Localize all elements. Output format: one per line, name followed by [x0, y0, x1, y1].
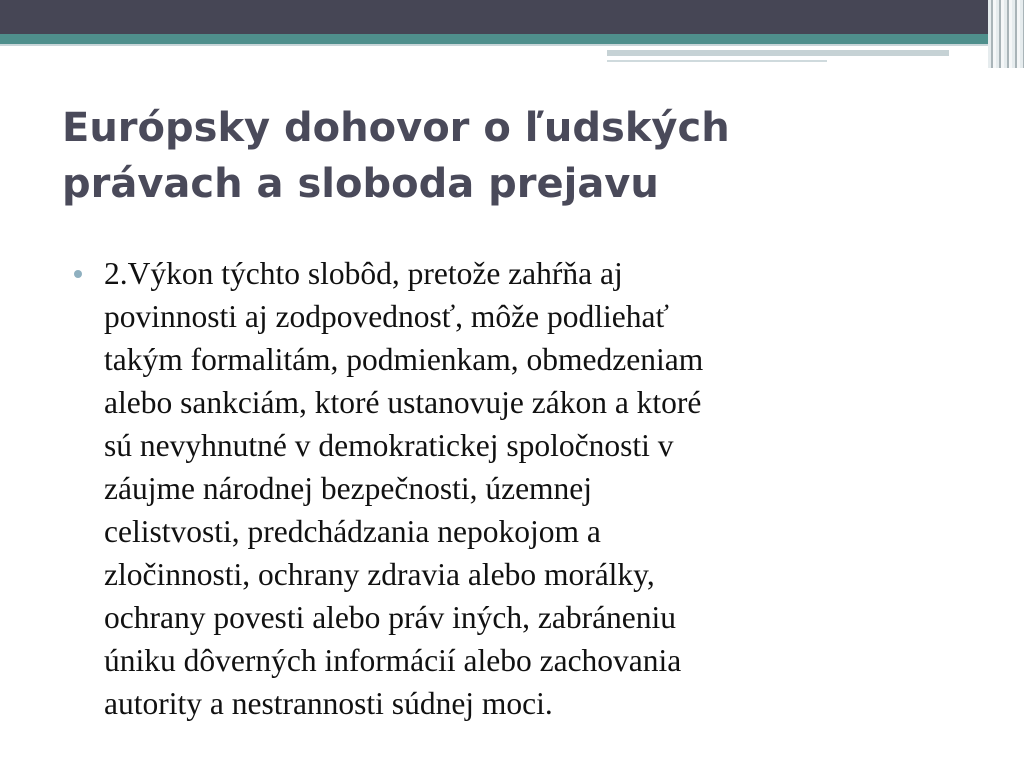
bullet-text-line: záujme národnej bezpečnosti, územnej: [104, 471, 593, 506]
slide-body: [72, 252, 962, 725]
header-accent-bar: [607, 50, 949, 56]
slide-title-line: Európsky dohovor o ľudských: [62, 105, 730, 151]
bullet-text-line: ochrany povesti alebo práv iných, zabráneniu: [104, 600, 677, 635]
bullet-item: [72, 252, 962, 725]
bullet-text-line: autority a nestrannosti súdnej moci.: [104, 686, 553, 721]
header-accent-line: [607, 60, 827, 62]
bullet-text-line: 2.Výkon týchto slobôd, pretože zahŕňa aj: [104, 256, 623, 291]
header-divider-line: [0, 44, 1024, 46]
bullet-dot-icon: [74, 270, 82, 278]
header-teal-bar: [0, 34, 1024, 44]
bullet-text-line: povinnosti aj zodpovednosť, môže podliehať: [104, 299, 669, 334]
bullet-text-line: takým formalitám, podmienkam, obmedzeniam: [104, 342, 704, 377]
header-stripes-decoration: [988, 0, 1024, 68]
bullet-text-line: sú nevyhnutné v demokratickej spoločnosti v: [104, 428, 674, 463]
bullet-text-line: celistvosti, predchádzania nepokojom a: [104, 514, 601, 549]
bullet-text-line: zločinnosti, ochrany zdravia alebo morálky,: [104, 557, 655, 592]
slide-title: [62, 100, 962, 212]
slide-title-line: právach a sloboda prejavu: [62, 161, 659, 207]
bullet-text-line: úniku dôverných informácií alebo zachovania: [104, 643, 682, 678]
header-dark-bar: [0, 0, 1024, 34]
bullet-text-line: alebo sankciám, ktoré ustanovuje zákon a ktoré: [104, 385, 702, 420]
